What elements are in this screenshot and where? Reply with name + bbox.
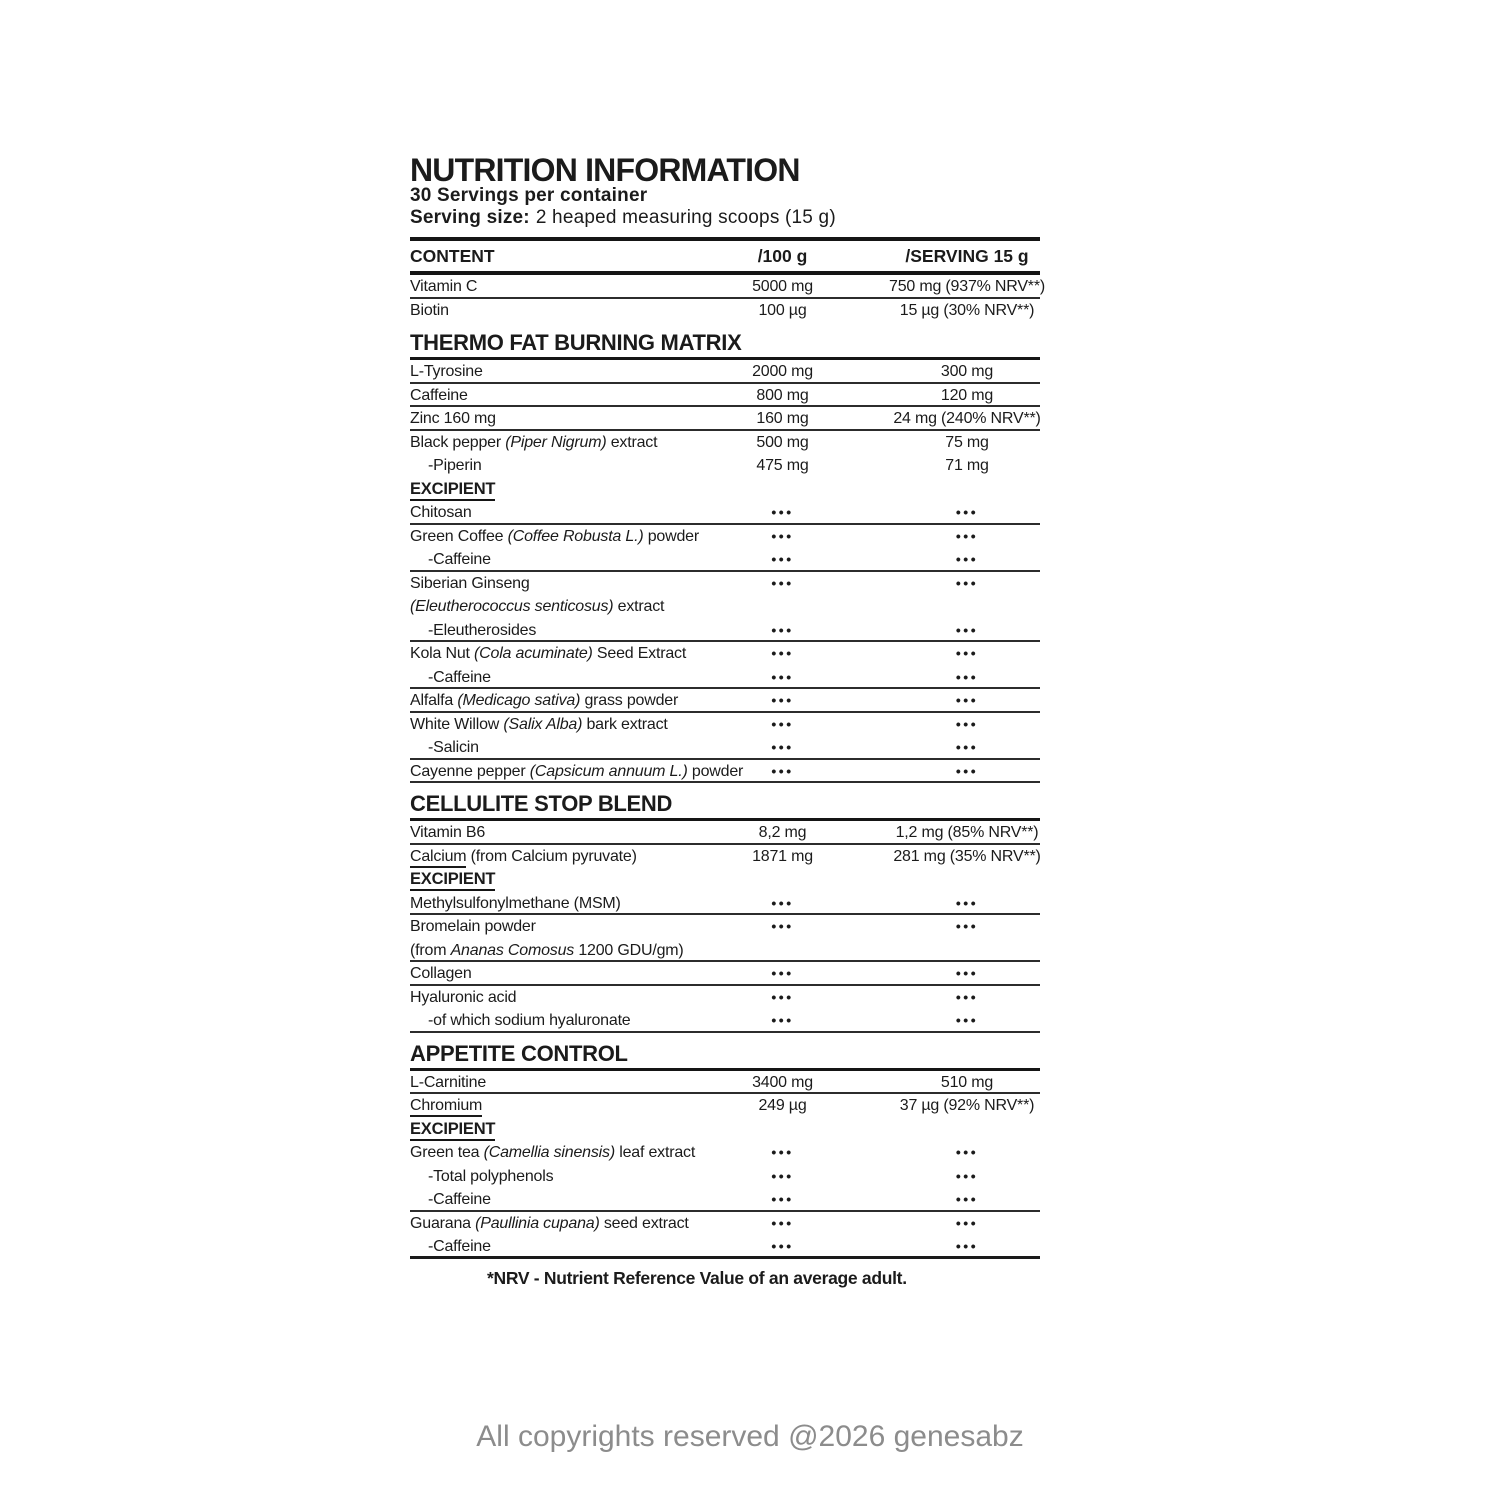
per-serving-value: 24 mg (240% NRV**) xyxy=(893,410,1041,427)
per-serving-value: ••• xyxy=(955,1012,979,1028)
per-serving-value: 37 µg (92% NRV**) xyxy=(899,1097,1035,1114)
per-100g-value: 160 mg xyxy=(756,410,809,427)
ingredient-name: -Caffeine xyxy=(428,551,491,568)
ingredient-name: Biotin xyxy=(410,301,449,319)
ingredient-name: White Willow (Salix Alba) bark extract xyxy=(410,715,668,733)
table-row xyxy=(410,619,1040,643)
column-header-per-100g: /100 g xyxy=(757,246,808,266)
per-100g-value: ••• xyxy=(771,692,794,708)
per-100g-value: ••• xyxy=(771,918,794,934)
ingredient-name: Bromelain powder xyxy=(410,918,536,935)
table-row xyxy=(410,299,1040,323)
per-serving-value: ••• xyxy=(955,1144,979,1160)
excipient-label: EXCIPIENT xyxy=(410,480,495,501)
per-serving-value: ••• xyxy=(955,574,979,591)
per-serving-value: 510 mg xyxy=(940,1073,994,1091)
ingredient-name: Guarana (Paullinia cupana) seed extract xyxy=(410,1214,689,1232)
table-row xyxy=(410,548,1040,572)
per-serving-value: 120 mg xyxy=(940,386,994,404)
ingredient-name: -Caffeine xyxy=(428,1238,491,1255)
ingredient-name: Siberian Ginseng xyxy=(410,574,530,592)
ingredient-name: -Salicin xyxy=(428,739,479,756)
ingredient-name: -of which sodium hyaluronate xyxy=(428,1012,631,1029)
ingredient-name: Calcium (from Calcium pyruvate) xyxy=(410,845,1040,869)
per-100g-value: ••• xyxy=(771,1191,794,1207)
table-row xyxy=(410,845,1040,869)
table-row xyxy=(410,689,1040,713)
nrv-footnote: *NRV - Nutrient Reference Value of an average adult. xyxy=(487,1267,907,1288)
table-row xyxy=(410,1235,1040,1259)
per-serving-value: ••• xyxy=(955,621,979,638)
table-row xyxy=(410,666,1040,690)
per-100g-value: 475 mg xyxy=(756,457,809,474)
table-header-row xyxy=(410,241,1040,271)
per-serving-value: ••• xyxy=(955,988,979,1005)
copyright-text: All copyrights reserved @2026 genesabz xyxy=(476,1420,1024,1453)
ingredient-name: -Piperin xyxy=(428,457,482,474)
per-serving-value: ••• xyxy=(955,918,979,934)
table-row xyxy=(410,642,1040,666)
per-100g-value: 5000 mg xyxy=(752,278,813,295)
table-row xyxy=(410,915,1040,939)
ingredient-name: L-Carnitine xyxy=(410,1073,487,1091)
table-row xyxy=(410,595,1040,619)
section-heading: APPETITE CONTROL xyxy=(410,1041,1040,1071)
excipient-row xyxy=(410,478,1040,502)
table-row xyxy=(410,407,1040,431)
table-row xyxy=(410,962,1040,986)
ingredient-name: Methylsulfonylmethane (MSM) xyxy=(410,894,621,912)
table-row xyxy=(410,1071,1040,1095)
excipient-label: EXCIPIENT xyxy=(410,1120,495,1141)
per-100g-value: ••• xyxy=(771,645,794,661)
table-row xyxy=(410,939,1040,963)
serving-size-value: 2 heaped measuring scoops (15 g) xyxy=(535,207,836,228)
per-serving-value: 15 µg (30% NRV**) xyxy=(899,301,1035,319)
per-100g-value: 1871 mg xyxy=(752,847,813,865)
per-100g-value: 800 mg xyxy=(756,386,809,404)
per-100g-value: ••• xyxy=(771,527,794,544)
per-100g-value: ••• xyxy=(771,504,794,520)
per-serving-value: ••• xyxy=(955,527,979,544)
table-row xyxy=(410,1094,1040,1118)
table-row xyxy=(410,1165,1040,1189)
excipient-label: EXCIPIENT xyxy=(410,870,495,891)
per-serving-value: ••• xyxy=(955,1191,979,1207)
per-100g-value: ••• xyxy=(771,762,794,779)
per-100g-value: ••• xyxy=(771,1214,794,1231)
ingredient-name: Caffeine xyxy=(410,386,468,404)
per-100g-value: 100 µg xyxy=(758,301,807,319)
ingredient-name: -Caffeine xyxy=(428,668,491,686)
per-serving-value: ••• xyxy=(955,1167,979,1184)
section-heading: THERMO FAT BURNING MATRIX xyxy=(410,330,1040,360)
per-100g-value: 3400 mg xyxy=(752,1073,813,1091)
ingredient-name: -Eleutherosides xyxy=(428,621,537,639)
per-serving-value: ••• xyxy=(955,692,979,708)
per-100g-value: ••• xyxy=(771,965,794,981)
per-serving-value: ••• xyxy=(955,965,979,981)
table-body xyxy=(410,275,1045,1259)
per-100g-value: 2000 mg xyxy=(752,363,813,380)
ingredient-name: Chromium xyxy=(410,1094,1040,1118)
servings-per-container: 30 Servings per container xyxy=(410,185,648,206)
per-serving-value: 1,2 mg (85% NRV**) xyxy=(895,824,1039,841)
table-row xyxy=(410,1009,1040,1033)
per-100g-value: ••• xyxy=(771,574,794,591)
per-serving-value: ••• xyxy=(955,894,979,911)
table-row xyxy=(410,275,1045,299)
per-100g-value: ••• xyxy=(771,1238,794,1254)
table-row xyxy=(410,892,1040,916)
per-100g-value: 8,2 mg xyxy=(758,824,807,841)
table-row xyxy=(410,1188,1040,1212)
section-heading: CELLULITE STOP BLEND xyxy=(410,791,1040,821)
table-row xyxy=(410,736,1040,760)
per-100g-value: ••• xyxy=(771,894,794,911)
table-row xyxy=(410,454,1040,478)
per-100g-value: 500 mg xyxy=(756,433,809,451)
per-100g-value: ••• xyxy=(771,551,794,567)
per-serving-value: 281 mg (35% NRV**) xyxy=(893,847,1041,865)
per-serving-value: ••• xyxy=(955,739,979,755)
per-100g-value: ••• xyxy=(771,715,794,732)
per-100g-value: ••• xyxy=(771,1012,794,1028)
serving-size-line xyxy=(410,207,1040,229)
ingredient-name: (Eleutherococcus senticosus) extract xyxy=(410,598,665,615)
column-header-per-serving: /SERVING 15 g xyxy=(905,246,1029,266)
table-row xyxy=(410,501,1040,525)
table-row xyxy=(410,821,1040,845)
per-100g-value: ••• xyxy=(771,621,794,638)
per-serving-value: ••• xyxy=(955,668,979,685)
nutrition-label xyxy=(410,152,1045,1289)
table-row xyxy=(410,384,1040,408)
per-100g-value: ••• xyxy=(771,988,794,1005)
page-title: NUTRITION INFORMATION xyxy=(410,152,800,188)
per-100g-value: ••• xyxy=(771,739,794,755)
per-serving-value: ••• xyxy=(955,504,979,520)
ingredient-name: Green Coffee (Coffee Robusta L.) powder xyxy=(410,527,699,545)
ingredient-name: Chitosan xyxy=(410,504,472,521)
per-serving-value: ••• xyxy=(955,1238,979,1254)
ingredient-name: Hyaluronic acid xyxy=(410,988,517,1006)
per-serving-value: ••• xyxy=(955,645,979,661)
table-row xyxy=(410,760,1040,784)
table-row xyxy=(410,572,1040,596)
excipient-row xyxy=(410,868,1040,892)
ingredient-name: L-Tyrosine xyxy=(410,363,483,380)
ingredient-name: Kola Nut (Cola acuminate) Seed Extract xyxy=(410,645,687,662)
serving-size-label: Serving size: xyxy=(410,207,530,228)
per-100g-value: ••• xyxy=(771,1167,794,1184)
ingredient-name: -Caffeine xyxy=(428,1191,491,1208)
table-row xyxy=(410,431,1040,455)
ingredient-name: Collagen xyxy=(410,965,472,982)
ingredient-name: Vitamin C xyxy=(410,278,478,295)
table-row xyxy=(410,360,1040,384)
table-row xyxy=(410,525,1040,549)
ingredient-name: (from Ananas Comosus 1200 GDU/gm) xyxy=(410,941,684,959)
per-serving-value: 71 mg xyxy=(945,457,989,474)
ingredient-name: Cayenne pepper (Capsicum annuum L.) powder xyxy=(410,762,744,780)
table-row xyxy=(410,1212,1040,1236)
ingredient-name: Zinc 160 mg xyxy=(410,410,496,427)
per-100g-value: 249 µg xyxy=(758,1097,807,1114)
per-100g-value: ••• xyxy=(771,1144,794,1160)
ingredient-name: -Total polyphenols xyxy=(428,1167,554,1185)
ingredient-name: Black pepper (Piper Nigrum) extract xyxy=(410,433,658,451)
per-serving-value: ••• xyxy=(955,715,979,732)
table-row xyxy=(410,713,1040,737)
per-serving-value: ••• xyxy=(955,551,979,567)
table-row xyxy=(410,986,1040,1010)
per-100g-value: ••• xyxy=(771,668,794,685)
per-serving-value: 750 mg (937% NRV**) xyxy=(889,278,1045,295)
ingredient-name: Vitamin B6 xyxy=(410,824,486,841)
per-serving-value: ••• xyxy=(955,762,979,779)
ingredient-name: Alfalfa (Medicago sativa) grass powder xyxy=(410,692,679,709)
per-serving-value: ••• xyxy=(955,1214,979,1231)
per-serving-value: 75 mg xyxy=(945,433,989,451)
ingredient-name: Green tea (Camellia sinensis) leaf extract xyxy=(410,1144,696,1161)
table-row xyxy=(410,1141,1040,1165)
excipient-row xyxy=(410,1118,1040,1142)
per-serving-value: 300 mg xyxy=(940,363,994,380)
column-header-content: CONTENT xyxy=(410,246,495,266)
